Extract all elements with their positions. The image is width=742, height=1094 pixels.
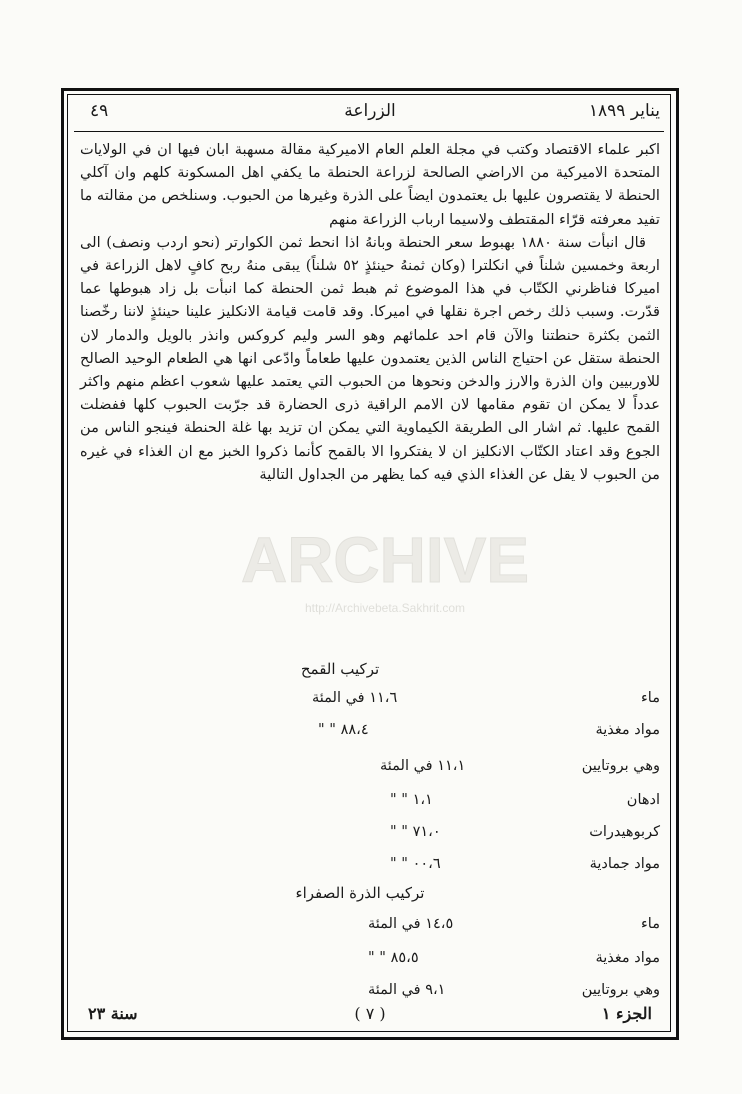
table-title-wheat: تركيب القمح: [300, 660, 380, 678]
footer-part: الجزء ١: [601, 1004, 652, 1023]
row-label: مواد مغذية: [595, 722, 660, 738]
header-page-number: ٤٩: [90, 101, 109, 121]
footer-year: سنة ٢٣: [88, 1004, 138, 1023]
row-value: ٨٨،٤ " ": [318, 722, 369, 738]
running-header: [80, 101, 660, 129]
header-date: يناير ١٨٩٩: [588, 101, 660, 121]
row-label: ماء: [640, 690, 660, 706]
page-footer: [80, 1004, 660, 1030]
row-label: مواد مغذية: [595, 950, 660, 966]
row-label: وهي بروتايين: [581, 758, 660, 774]
row-label: ادهان: [626, 792, 660, 808]
footer-page-marker: ( ٧ ): [354, 1004, 386, 1023]
row-value: ٧١،٠ " ": [390, 824, 441, 840]
row-value: ١١،٦ في المئة: [312, 690, 398, 706]
row-label: كربوهيدرات: [589, 824, 660, 840]
row-value: ١٤،٥ في المئة: [368, 916, 454, 932]
row-value: ١١،١ في المئة: [380, 758, 466, 774]
row-label: ماء: [640, 916, 660, 932]
paragraph: قال انبأت سنة ١٨٨٠ بهبوط سعر الحنطة وبانهُ اذا انحط ثمن الكوارتر (نحو اردب ونصف) الى اربعة وخمسين شلناً في انكلترا (وكان ثمنهُ حينئذٍ ٥٢ شلناً) يبقى منهُ ربح كافٍ لاهل الزراعة في اميركا فناظرني الكتّاب في هذا الموضوع ثم هبط ثمن الحنطة كما انبأت بل زاد هبوطها عما قدّرت. وسبب ذلك رخص اجرة نقلها في اميركا. وقد قامت قيامة الانكليز علينا حينئذٍ لاننا رخّصنا الثمن بكثرة حنطتنا والآن قام احد علمائهم وهو السر وليم كروكس وانذر بالويل والدمار لان الحنطة ستقل عن احتياج الناس الذين يعتمدون عليها طعاماً وادّعى انها هي الطعام الوحيد الصالح للاوربيين وان الذرة والارز والدخن ونحوها من الحبوب التي يعتمد عليها شعوب اعظم منهم واكثر عدداً لا يمكن ان تقوم مقامها لان الامم الراقية ذرى الحضارة قد جرّبت الحبوب كلها ففضلت القمح عليها. ثم اشار الى الطريقة الكيماوية التي يمكن ان تزيد بها غلة الحنطة فينجو الناس من الجوع وقد اعتاد الكتّاب الانكليز ان لا يفتكروا الا بالقمح كأنما ذكروا الخبز مع ان الغذاء في غيره من الحبوب لا يقل عن الغذاء الذي فيه كما يظهر من الجداول التالية: [80, 233, 660, 483]
table-title-corn: تركيب الذرة الصفراء: [295, 884, 425, 902]
row-label: وهي بروتايين: [581, 982, 660, 998]
row-value: ٨٥،٥ " ": [368, 950, 419, 966]
header-title: الزراعة: [344, 101, 396, 121]
paragraph: اكبر علماء الاقتصاد وكتب في مجلة العلم العام الاميركية مقالة مسهبة ابان فيها ان في الولايات المتحدة الاميركية من الاراضي الصالحة لزراعة الحنطة ما يكفي اهل المسكونة كلهم وان آكلي الحنطة لا يقتصرون عليها بل يعتمدون ايضاً على الذرة وغيرها من الحبوب. وسنلخص من مقالته ما تفيد معرفته قرّاء المقتطف ولاسيما ارباب الزراعة منهم: [80, 141, 660, 228]
row-value: ٩،١ في المئة: [368, 982, 446, 998]
watermark-url: http://Archivebeta.Sakhrit.com: [304, 601, 466, 615]
row-value: ٠٠،٦ " ": [390, 856, 441, 872]
row-value: ١،١ " ": [390, 792, 433, 808]
header-rule: [74, 131, 664, 132]
row-label: مواد جمادية: [589, 856, 660, 872]
article-body: [80, 138, 660, 486]
watermark-text: ARCHIVE: [240, 524, 530, 596]
